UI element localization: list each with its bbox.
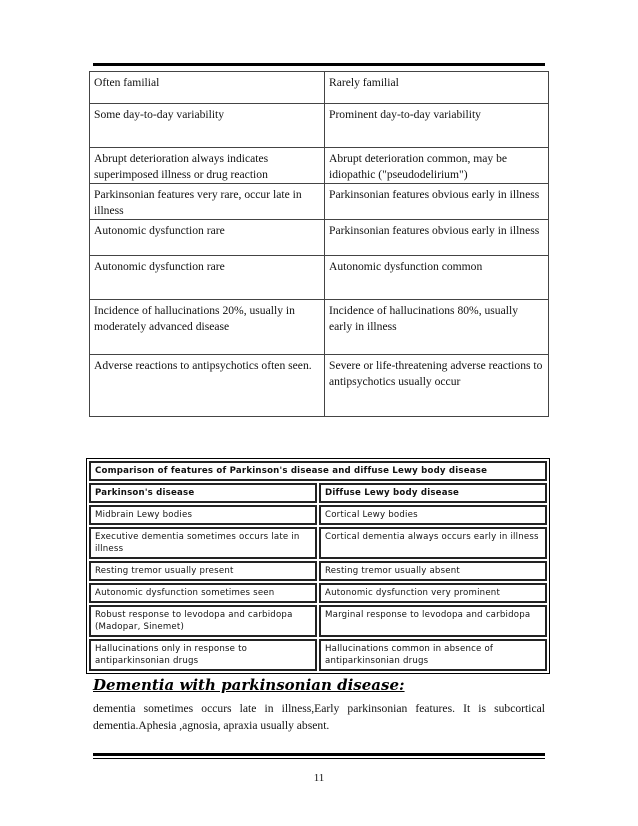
table-row — [89, 505, 547, 525]
section-paragraph: dementia sometimes occurs late in illness,Early parkinsonian features. It is subcortical dementia.Aphesia ,agnosia, apraxia usually absent. — [93, 702, 545, 732]
table-cell: Robust response to levodopa and carbidopa (Madopar, Sinemet) — [89, 605, 317, 637]
table-cell: Severe or life-threatening adverse reactions to antipsychotics usually occur — [325, 355, 549, 417]
table-row — [90, 256, 549, 300]
table-cell: Executive dementia sometimes occurs late in illness — [89, 527, 317, 559]
top-rule — [93, 63, 545, 66]
page-number: 11 — [313, 772, 325, 784]
table-cell: Midbrain Lewy bodies — [89, 505, 317, 525]
table-cell: Parkinsonian features obvious early in illness — [325, 184, 549, 220]
column-header-right: Diffuse Lewy body disease — [319, 483, 547, 503]
comparison-table-2 — [86, 458, 550, 674]
bottom-rule-thin — [93, 758, 545, 759]
table-row — [90, 72, 549, 104]
table-row — [90, 300, 549, 355]
table-cell: Adverse reactions to antipsychotics often seen. — [90, 355, 325, 417]
table-row — [89, 639, 547, 671]
table-cell: Rarely familial — [325, 72, 549, 104]
table-header-row — [89, 483, 547, 503]
table-cell: Autonomic dysfunction common — [325, 256, 549, 300]
table-cell: Incidence of hallucinations 80%, usually early in illness — [325, 300, 549, 355]
table-cell: Autonomic dysfunction rare — [90, 220, 325, 256]
table-cell: Autonomic dysfunction rare — [90, 256, 325, 300]
table-cell: Parkinsonian features very rare, occur late in illness — [90, 184, 325, 220]
bottom-rule — [93, 753, 545, 756]
table-row — [90, 184, 549, 220]
table-title: Comparison of features of Parkinson's disease and diffuse Lewy body disease — [89, 461, 547, 481]
table-row — [89, 605, 547, 637]
comparison-table-1 — [89, 71, 549, 417]
table-cell: Autonomic dysfunction sometimes seen — [89, 583, 317, 603]
table-row — [90, 148, 549, 184]
table-cell: Hallucinations only in response to antiparkinsonian drugs — [89, 639, 317, 671]
table-cell: Often familial — [90, 72, 325, 104]
table-cell: Prominent day-to-day variability — [325, 104, 549, 148]
table-row — [89, 561, 547, 581]
table-cell: Resting tremor usually absent — [319, 561, 547, 581]
column-header-left: Parkinson's disease — [89, 483, 317, 503]
table-title-row — [89, 461, 547, 481]
table-cell: Hallucinations common in absence of antiparkinsonian drugs — [319, 639, 547, 671]
table-cell: Abrupt deterioration common, may be idiopathic ("pseudodelirium") — [325, 148, 549, 184]
table-cell: Incidence of hallucinations 20%, usually in moderately advanced disease — [90, 300, 325, 355]
table-cell: Cortical dementia always occurs early in illness — [319, 527, 547, 559]
table-row — [89, 583, 547, 603]
table-row — [89, 527, 547, 559]
table-cell: Autonomic dysfunction very prominent — [319, 583, 547, 603]
table-cell: Some day-to-day variability — [90, 104, 325, 148]
table-cell: Cortical Lewy bodies — [319, 505, 547, 525]
section-heading: Dementia with parkinsonian disease: — [93, 676, 405, 694]
table-row — [90, 220, 549, 256]
table-cell: Resting tremor usually present — [89, 561, 317, 581]
table-row — [90, 355, 549, 417]
table-cell: Abrupt deterioration always indicates superimposed illness or drug reaction — [90, 148, 325, 184]
table-cell: Marginal response to levodopa and carbidopa — [319, 605, 547, 637]
table-row — [90, 104, 549, 148]
table-cell: Parkinsonian features obvious early in illness — [325, 220, 549, 256]
